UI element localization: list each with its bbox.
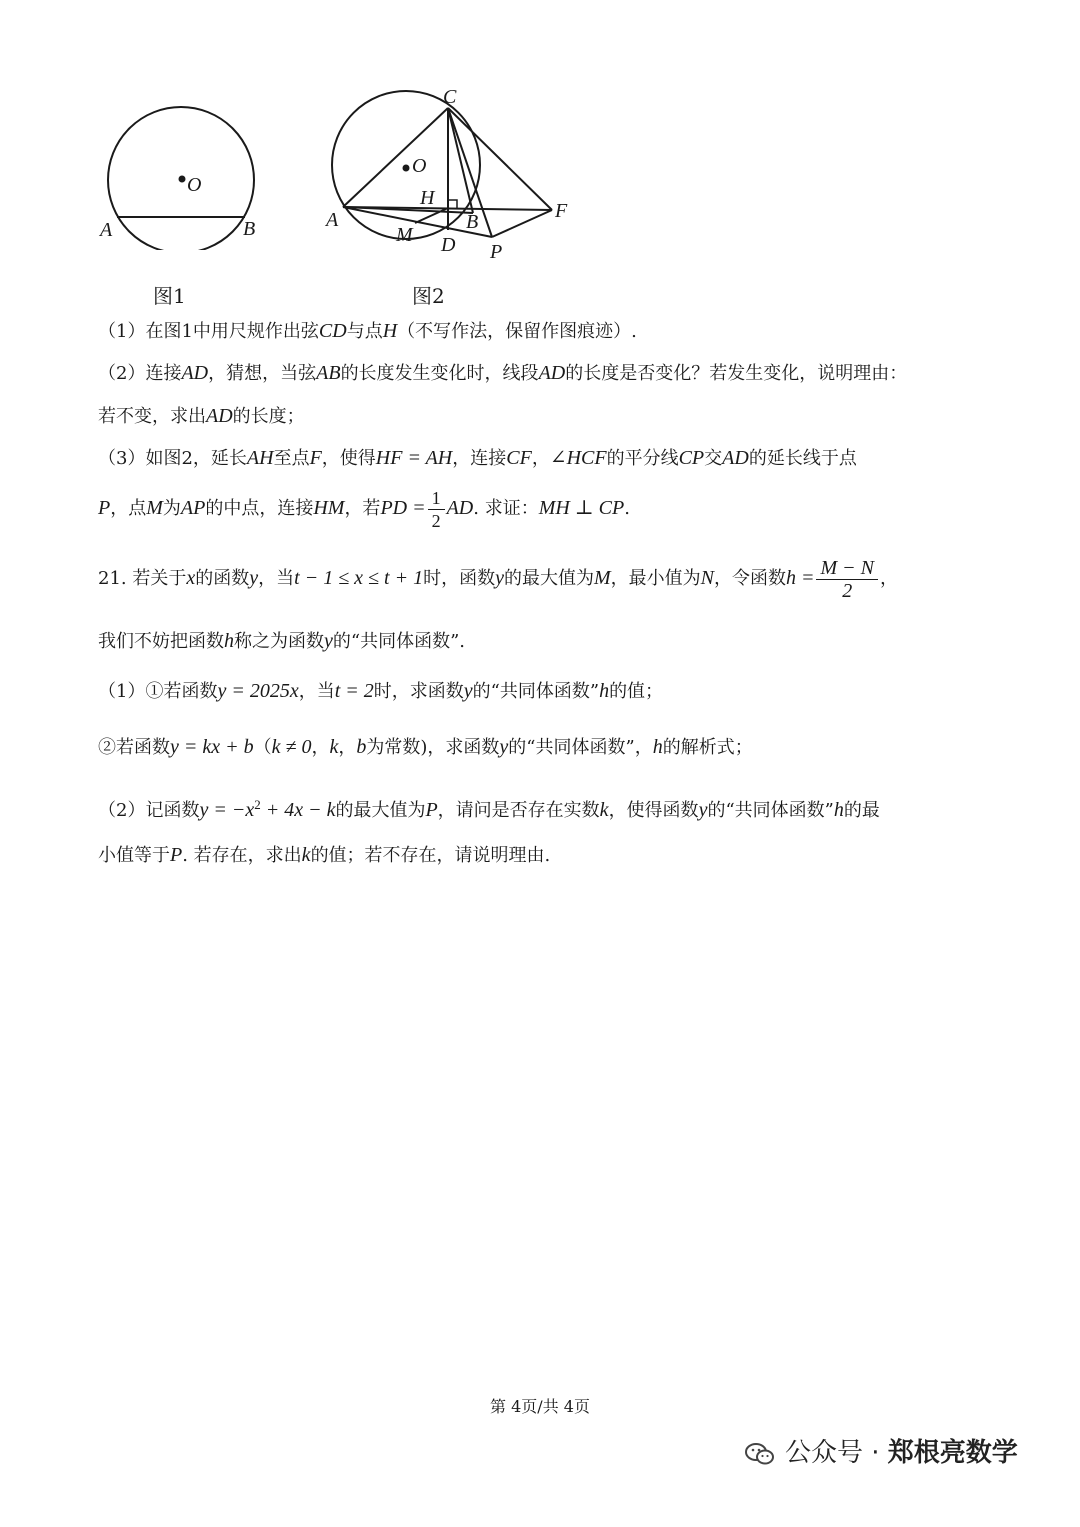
q21-intro: 21. 若关于x的函数y，当t − 1 ≤ x ≤ t + 1时，函数y的最大值为M，最小值为N，令函数h = $\frac{M - N}{2}$ ， — [98, 556, 898, 602]
fig2-label-a: A — [326, 209, 339, 231]
q21-part2: （2）记函数$y = -x^2 + 4x - k$的最大值为P，请问是否存在实数k，使得函数y的“共同体函数”h的最 — [98, 797, 880, 821]
fig2-caption: 图2 — [412, 284, 445, 308]
q21-intro-cont: 我们不妨把函数h称之为函数y的“共同体函数”. — [98, 630, 466, 652]
q20-part3: （3）如图2，延长AH至点F，使得HF = AH，连接CF，∠HCF的平分线CP交AD的延长线于点 — [98, 447, 857, 469]
fraction-one-half: $\frac{1}{2}$ — [428, 487, 445, 532]
q21-part1-2: ②若函数y = kx + b（k ≠ 0，k，b为常数)，求函数y的“共同体函数”，h的解析式； — [98, 736, 753, 758]
q21-part1-1: （1）①若函数y = 2025x，当t = 2时，求函数y的“共同体函数”h的值； — [98, 680, 664, 702]
fig2-label-h: H — [420, 187, 435, 209]
q20-part2-cont: 若不变，求出AD的长度； — [98, 405, 305, 427]
q20-part2: （2）连接AD，猜想，当弦AB的长度发生变化时，线段AD的长度是否变化？若发生变化，说明理由： — [98, 362, 908, 384]
fig2-label-m: M — [396, 224, 413, 246]
fig1-caption: 图1 — [153, 284, 186, 308]
fig2-seg-pf — [492, 210, 552, 237]
watermark — [745, 1432, 1018, 1469]
fig2-label-d: D — [441, 234, 456, 256]
watermark-name: 郑根亮数学 — [887, 1438, 1018, 1468]
fig2-seg-cb — [448, 108, 473, 213]
q21-part2-cont: 小值等于P. 若存在，求出k的值；若不存在，请说明理由. — [98, 844, 551, 866]
watermark-prefix: 公众号 · — [785, 1438, 888, 1468]
fig2-right-angle — [448, 200, 457, 208]
fig1-label-o: O — [187, 174, 202, 196]
fig2-label-c: C — [443, 86, 457, 108]
fig1-label-a: A — [100, 219, 113, 241]
q20-part3-cont: P，点M为AP的中点，连接HM，若PD = $\frac{1}{2}$ AD. 求证：MH ⊥ CP. — [98, 487, 630, 531]
page-footer: 第 4页/共 4页 — [490, 1397, 590, 1416]
fig2-label-o: O — [412, 155, 427, 177]
figure-1 — [95, 100, 275, 250]
fig2-center-dot — [403, 165, 410, 172]
fig2-label-f: F — [555, 200, 568, 222]
fig2-seg-cf — [448, 108, 552, 210]
fig1-label-b: B — [243, 218, 256, 240]
fig2-label-p: P — [490, 241, 503, 263]
wechat-icon — [745, 1442, 775, 1466]
figure-2 — [320, 80, 580, 270]
fraction-m-minus-n-over-2: $\frac{M - N}{2}$ — [816, 557, 878, 602]
fig1-center-dot — [179, 176, 186, 183]
fig2-label-b: B — [466, 211, 479, 233]
q20-part1: （1）在图1中用尺规作出弦CD与点H（不写作法，保留作图痕迹）. — [98, 320, 637, 342]
